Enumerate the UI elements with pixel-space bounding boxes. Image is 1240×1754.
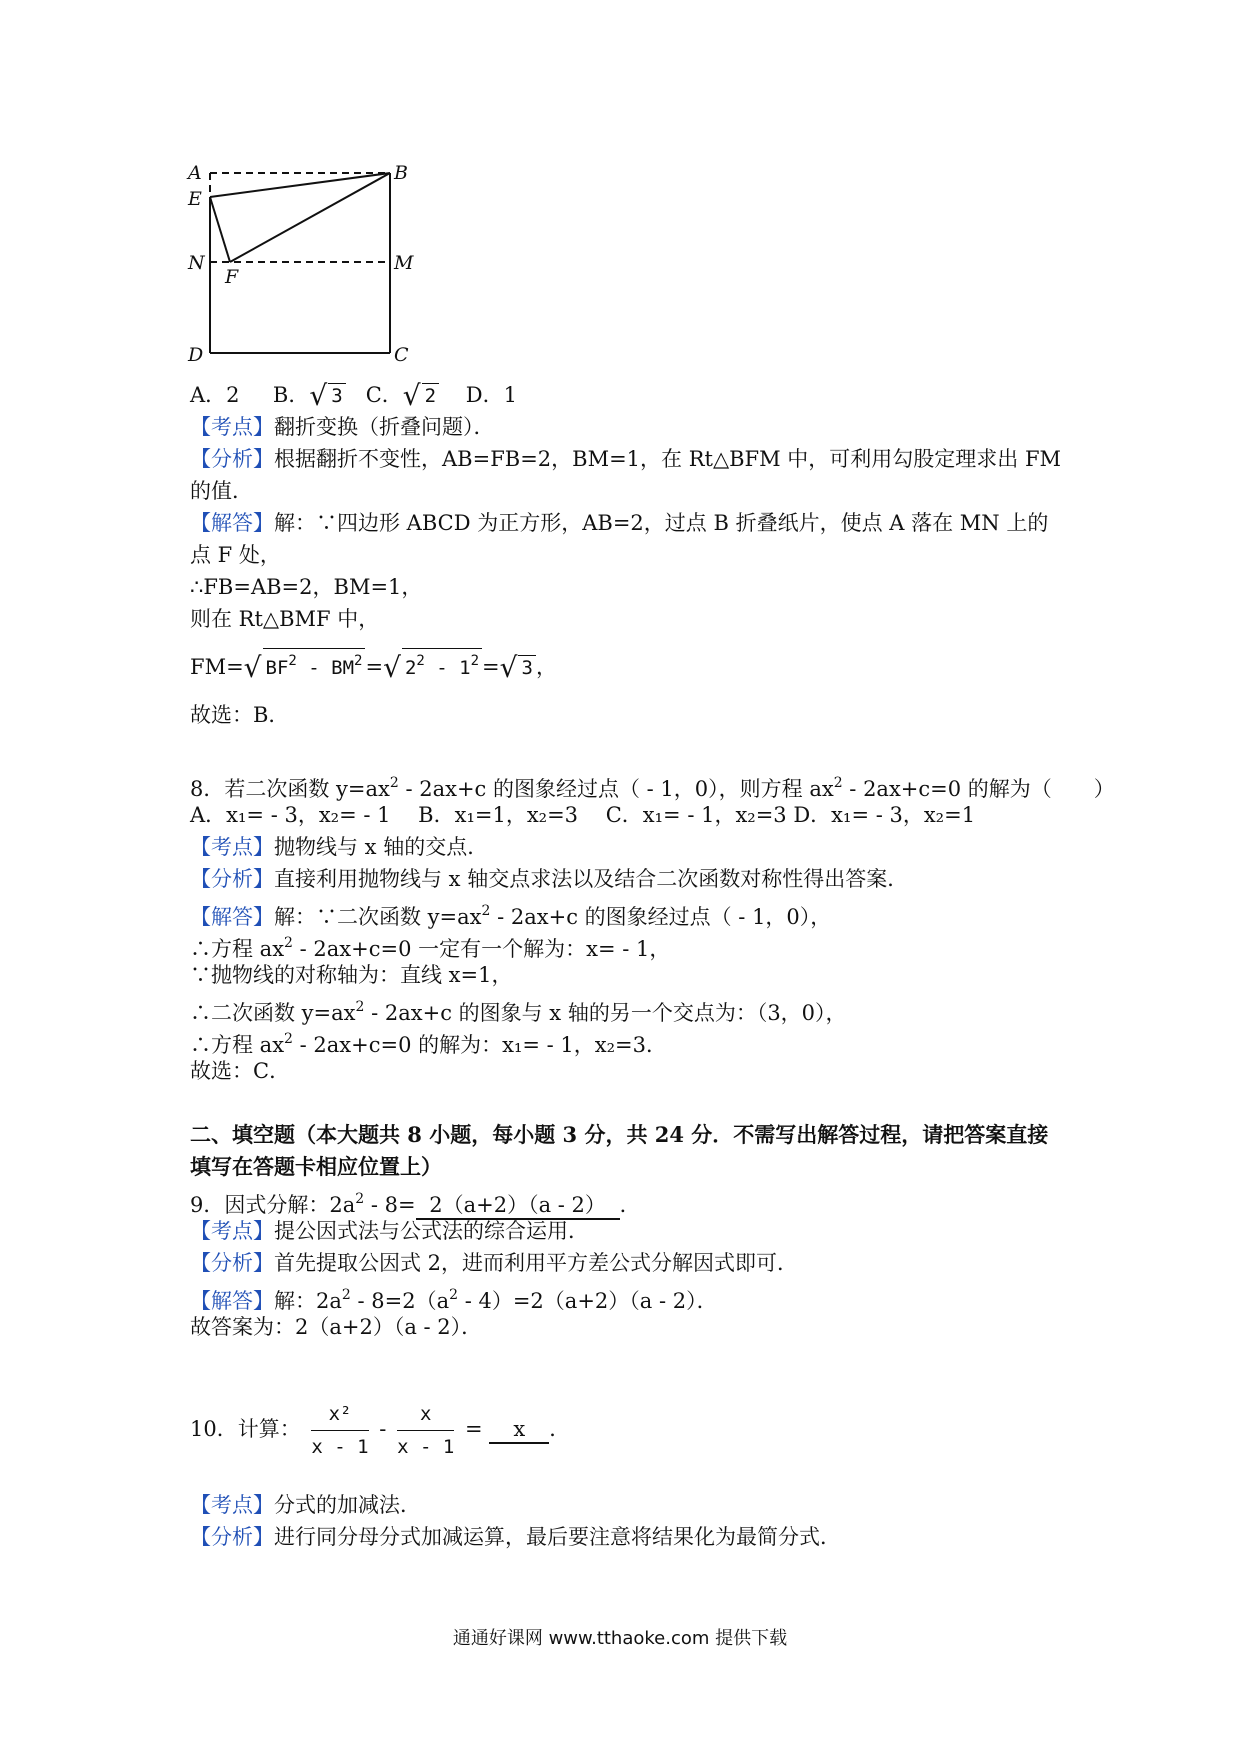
q8-line2: ∴方程 $ax^2 - 2ax+c=0$ 一定有一个解为：x= - 1， xyxy=(190,935,671,961)
q7-jieda-3: ∴FB=AB=2，BM=1， xyxy=(190,575,423,599)
q9-kaodian: 【考点】提公因式法与公式法的综合运用． xyxy=(190,1219,589,1243)
q9-answer: 故答案为：2（a+2）（a - 2）． xyxy=(190,1315,483,1339)
section-2-title-2: 填写在答题卡相应位置上） xyxy=(190,1154,442,1179)
label-a: A xyxy=(188,162,202,184)
q8-fenxi: 【分析】直接利用抛物线与 x 轴交点求法以及结合二次函数对称性得出答案． xyxy=(190,867,909,891)
q10-fraction-2: $\frac{x}{x - 1}$ xyxy=(397,1398,454,1463)
q9-fenxi: 【分析】首先提取公因式 2，进而利用平方差公式分解因式即可． xyxy=(190,1251,799,1275)
q7-formula: FM=√ $BF^2 - BM^2$ =√ $2^2 - 1^2$ =√ 3 ， xyxy=(190,648,557,683)
label-b: B xyxy=(394,162,408,184)
q7-options: A．2 B．√ 3 C．√ 2 D．1 xyxy=(190,379,517,412)
label-c: C xyxy=(394,344,409,365)
q7-fenxi: 【分析】根据翻折不变性，AB=FB=2，BM=1，在 Rt△BFM 中，可利用勾股定理求出 FM xyxy=(190,447,1062,471)
q10-stem: 10．计算： $\frac{\text{x²}}{x - 1}$ - $\frac{x}{x - 1}$ = x ． xyxy=(190,1394,570,1464)
q10-fraction-1: $\frac{\text{x²}}{x - 1}$ xyxy=(311,1398,368,1463)
q8-line4: ∴二次函数 $y=ax^2 - 2ax+c$ 的图象与 x 轴的另一个交点为：（3，0）， xyxy=(190,999,847,1025)
q8-answer: 故选：C． xyxy=(190,1059,291,1083)
q9-stem: 9．因式分解：$2a^2 - 8= 2(a+2)(a - 2)$ ． xyxy=(190,1184,641,1220)
q7-jieda: 【解答】解：∵四边形 ABCD 为正方形，AB=2，过点 B 折叠纸片，使点 A 落在 MN 上的 xyxy=(190,511,1049,535)
q10-fenxi: 【分析】进行同分母分式加减运算，最后要注意将结果化为最简分式． xyxy=(190,1525,841,1549)
label-f: F xyxy=(225,266,239,288)
page-footer: 通通好课网 www.tthaoke.com 提供下载 xyxy=(452,1628,788,1649)
q8-jieda: 【解答】解：∵二次函数 $y=ax^2 - 2ax+c$ 的图象经过点（ - 1，0）， xyxy=(190,903,832,929)
q8-stem: 8．若二次函数 $y=ax^2 - 2ax+c$ 的图象经过点（ - 1，0），则方程 $ax^2 - 2ax+c=0$ 的解为（ ） xyxy=(190,775,1115,801)
q7-jieda-2: 点 F 处， xyxy=(190,543,281,567)
q10-answer-blank: x xyxy=(489,1416,549,1444)
q7-fenxi-2: 的值． xyxy=(190,479,253,503)
geometry-figure xyxy=(180,155,430,365)
q8-line3: ∵抛物线的对称轴为：直线 x=1， xyxy=(190,963,513,987)
q7-jieda-4: 则在 Rt△BMF 中， xyxy=(190,607,380,631)
label-m: M xyxy=(394,252,414,274)
label-n: N xyxy=(188,252,205,274)
q7-kaodian: 【考点】翻折变换（折叠问题）． xyxy=(190,415,495,439)
q8-options: A．x₁= - 3，x₂= - 1 B．x₁=1，x₂=3 C．x₁= - 1，x₂=3 D．x₁= - 3，x₂=1 xyxy=(190,803,976,827)
q8-kaodian: 【考点】抛物线与 x 轴的交点． xyxy=(190,835,489,859)
label-d: D xyxy=(188,344,204,365)
q10-kaodian: 【考点】分式的加减法． xyxy=(190,1493,421,1517)
section-2-title: 二、填空题（本大题共 8 小题，每小题 3 分，共 24 分．不需写出解答过程，请把答案直接 xyxy=(190,1122,1049,1147)
q9-answer-blank: 2（a+2）（a - 2） xyxy=(416,1192,620,1220)
q9-jieda: 【解答】解：$2a^2 - 8=2(a^2 - 4)=2(a+2)(a - 2)$． xyxy=(190,1287,718,1313)
q7-answer: 故选：B． xyxy=(190,703,290,727)
label-e: E xyxy=(188,188,202,210)
q8-line5: ∴方程 $ax^2 - 2ax+c=0$ 的解为：x₁= - 1，x₂=3． xyxy=(190,1031,668,1057)
